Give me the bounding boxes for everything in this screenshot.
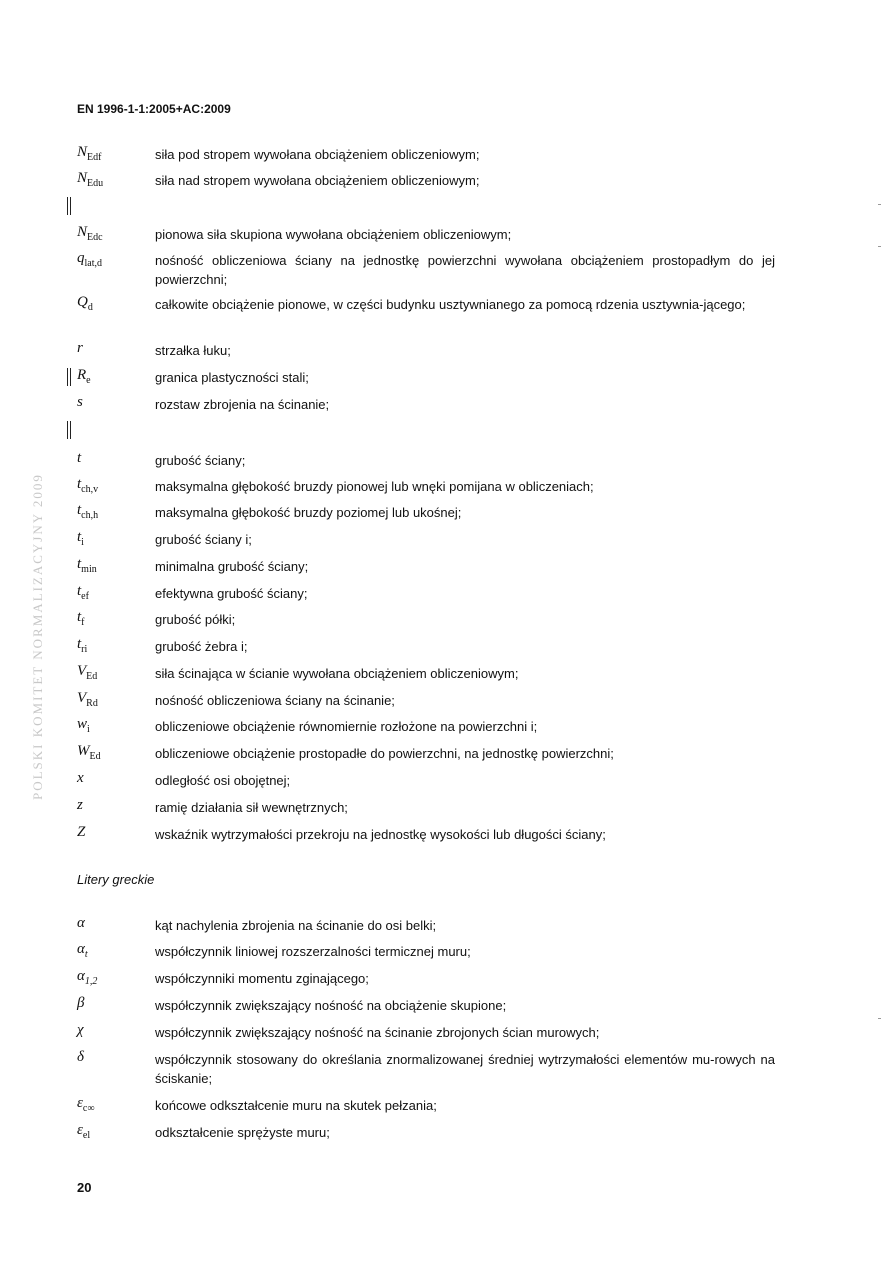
symbol [77,941,88,958]
symbol [77,224,103,241]
revision-bar [67,197,71,215]
symbol-main: V [77,663,87,679]
symbol-subscript: 1,2 [84,976,98,987]
symbol-subscript: lat,d [84,258,102,269]
symbol [77,609,85,626]
symbol [77,367,91,384]
symbol-row [0,941,893,963]
symbol-subscript: Ed [86,671,98,682]
symbol [77,170,103,187]
symbol-description: nośność obliczeniowa ściany na jednostkę powierzchni wywołana obciążeniem prostopadłym do jej powierzchni; [155,253,775,287]
symbol-row [0,824,893,846]
symbol [77,915,85,932]
symbol-description: granica plastyczności stali; [155,370,309,385]
symbol-row [0,583,893,605]
symbol-main: t [77,636,82,652]
symbol-subscript: ef [81,591,89,602]
symbol [77,1022,84,1039]
symbol-description: współczynniki momentu zginającego; [155,971,369,986]
symbol-description: grubość ściany i; [155,532,252,547]
symbol-description: siła nad stropem wywołana obciążeniem obliczeniowym; [155,173,480,188]
symbol-description: współczynnik liniowej rozszerzalności termicznej muru; [155,944,471,959]
symbol-description: grubość ściany; [155,453,246,468]
symbol [77,450,81,467]
symbol-subscript: Ed [89,751,101,762]
symbol-description: grubość półki; [155,612,236,627]
symbol [77,1095,95,1112]
symbol-description: pionowa siła skupiona wywołana obciążeniem obliczeniowym; [155,227,512,242]
symbol-main: t [77,556,82,572]
symbol-main: t [77,583,82,599]
symbol-main: N [77,224,88,240]
symbol-description: całkowite obciążenie pionowe, w części budynku usztywnianego za pomocą rdzenia usztywnia-jącego; [155,297,746,312]
symbol-description: odległość osi obojętnej; [155,773,291,788]
symbol-description: minimalna grubość ściany; [155,559,309,574]
symbol-main: α [77,941,85,957]
symbol-description: współczynnik stosowany do określania znormalizowanej średniej wytrzymałości elementów mu-rowych na ściskanie; [155,1052,775,1086]
symbol-description: efektywna grubość ściany; [155,586,308,601]
symbol-main: δ [77,1049,84,1065]
symbol-subscript: d [87,302,93,313]
symbol [77,394,83,411]
symbol-description: maksymalna głębokość bruzdy poziomej lub ukośnej; [155,505,462,520]
symbol-main: ε [77,1122,83,1138]
symbol-description: współczynnik zwiększający nośność na ścinanie zbrojonych ścian murowych; [155,1025,600,1040]
symbol-row [0,502,893,524]
symbol [77,556,97,573]
symbol-description: końcowe odkształcenie muru na skutek pełzania; [155,1098,437,1113]
symbol-subscript: t [84,949,88,960]
symbol-main: β [77,995,85,1011]
symbol-main: t [77,609,82,625]
symbol-description: siła ścinająca w ścianie wywołana obciążeniem obliczeniowym; [155,666,519,681]
symbol-main: V [77,690,87,706]
scan-mark [878,246,881,247]
symbol-row [0,743,893,765]
symbol-subscript: c∞ [82,1103,95,1114]
symbol [77,770,84,787]
symbol-main: N [77,144,88,160]
symbol-subscript: el [82,1130,91,1141]
symbol [77,663,97,680]
symbol-description: kąt nachylenia zbrojenia na ścinanie do osi belki; [155,918,437,933]
symbol-subscript: e [86,375,91,386]
symbol-main: ε [77,1095,83,1111]
symbol [77,968,97,985]
symbol-row [0,797,893,819]
symbol-row [0,1122,893,1144]
symbol-main: x [77,770,84,786]
symbol-row [0,915,893,937]
symbol [77,144,101,161]
scan-mark [878,1018,881,1019]
symbol [77,340,83,357]
symbol-row [0,476,893,498]
revision-bar [67,421,71,439]
symbol-main: s [77,394,83,410]
symbol-subscript: ch,v [81,484,99,495]
symbol [77,502,98,519]
symbol-main: α [77,968,85,984]
symbol-subscript: Edu [87,178,104,189]
symbol-row [0,968,893,990]
symbol [77,797,83,814]
symbol-row [0,770,893,792]
symbol-subscript: Edf [87,152,102,163]
symbol-description: strzałka łuku; [155,343,231,358]
symbol-row [0,170,893,192]
symbol [77,690,98,707]
symbol-description: odkształcenie sprężyste muru; [155,1125,330,1140]
symbol-main: w [77,716,88,732]
symbol-main: r [77,340,83,356]
symbol [77,716,90,733]
symbol-main: q [77,250,85,266]
symbol-row [0,995,893,1017]
symbol-row [0,394,893,416]
symbol [77,743,101,760]
symbol [77,583,89,600]
symbol-row [0,294,893,316]
section-title-greek: Litery greckie [77,872,155,887]
symbol-description: obliczeniowe obciążenie prostopadłe do powierzchni, na jednostkę powierzchni; [155,746,614,761]
symbol [77,250,102,267]
symbol-row [0,1022,893,1044]
symbol-row [0,556,893,578]
symbol-row [0,636,893,658]
symbol-subscript: Rd [86,698,98,709]
symbol-main: α [77,915,85,931]
symbol [77,529,84,546]
symbol-description: wskaźnik wytrzymałości przekroju na jednostkę wysokości lub długości ściany; [155,827,606,842]
symbol-subscript: i [81,537,84,548]
symbol-row [0,250,893,287]
symbol-description: ramię działania sił wewnętrznych; [155,800,348,815]
symbol-description: rozstaw zbrojenia na ścinanie; [155,397,330,412]
symbol [77,1122,90,1139]
symbol-row [0,663,893,685]
scan-mark [878,204,881,205]
symbol-subscript: f [81,617,85,628]
symbol-description: maksymalna głębokość bruzdy pionowej lub wnęki pomijana w obliczeniach; [155,479,594,494]
symbol-row [0,450,893,472]
symbol-row [0,367,893,389]
symbol-main: Q [77,294,88,310]
watermark: POLSKI KOMITET NORMALIZACYJNY 2009 [30,473,45,800]
symbol-subscript: ch,h [81,510,99,521]
symbol-description: siła pod stropem wywołana obciążeniem obliczeniowym; [155,147,480,162]
symbol [77,995,84,1012]
symbol-row [0,1095,893,1117]
symbol [77,476,98,493]
symbol-main: t [77,476,82,492]
symbol-main: Z [77,824,86,840]
symbol-row [0,529,893,551]
symbol-main: t [77,529,82,545]
symbol-description: grubość żebra i; [155,639,248,654]
symbol-main: R [77,367,87,383]
symbol-main: N [77,170,88,186]
page-header: EN 1996-1-1:2005+AC:2009 [77,102,231,116]
symbol-subscript: i [87,724,90,735]
symbol-row [0,340,893,362]
symbol-main: χ [77,1022,84,1038]
symbol-row [0,716,893,738]
symbol-subscript: min [81,564,97,575]
symbol-row [0,224,893,246]
symbol-row [0,1049,893,1086]
symbol [77,294,93,311]
symbol [77,824,85,841]
symbol-main: z [77,797,83,813]
symbol-row [0,690,893,712]
symbol-row [0,144,893,166]
symbol-main: t [77,502,82,518]
symbol-main: t [77,450,82,466]
symbol-row [0,609,893,631]
page-number: 20 [77,1180,92,1195]
symbol-subscript: ri [81,644,88,655]
symbol [77,1049,84,1066]
symbol-description: obliczeniowe obciążenie równomiernie rozłożone na powierzchni i; [155,719,538,734]
symbol [77,636,87,653]
symbol-description: współczynnik zwiększający nośność na obciążenie skupione; [155,998,507,1013]
symbol-subscript: Edc [87,232,103,243]
symbol-description: nośność obliczeniowa ściany na ścinanie; [155,693,395,708]
symbol-main: W [77,743,90,759]
